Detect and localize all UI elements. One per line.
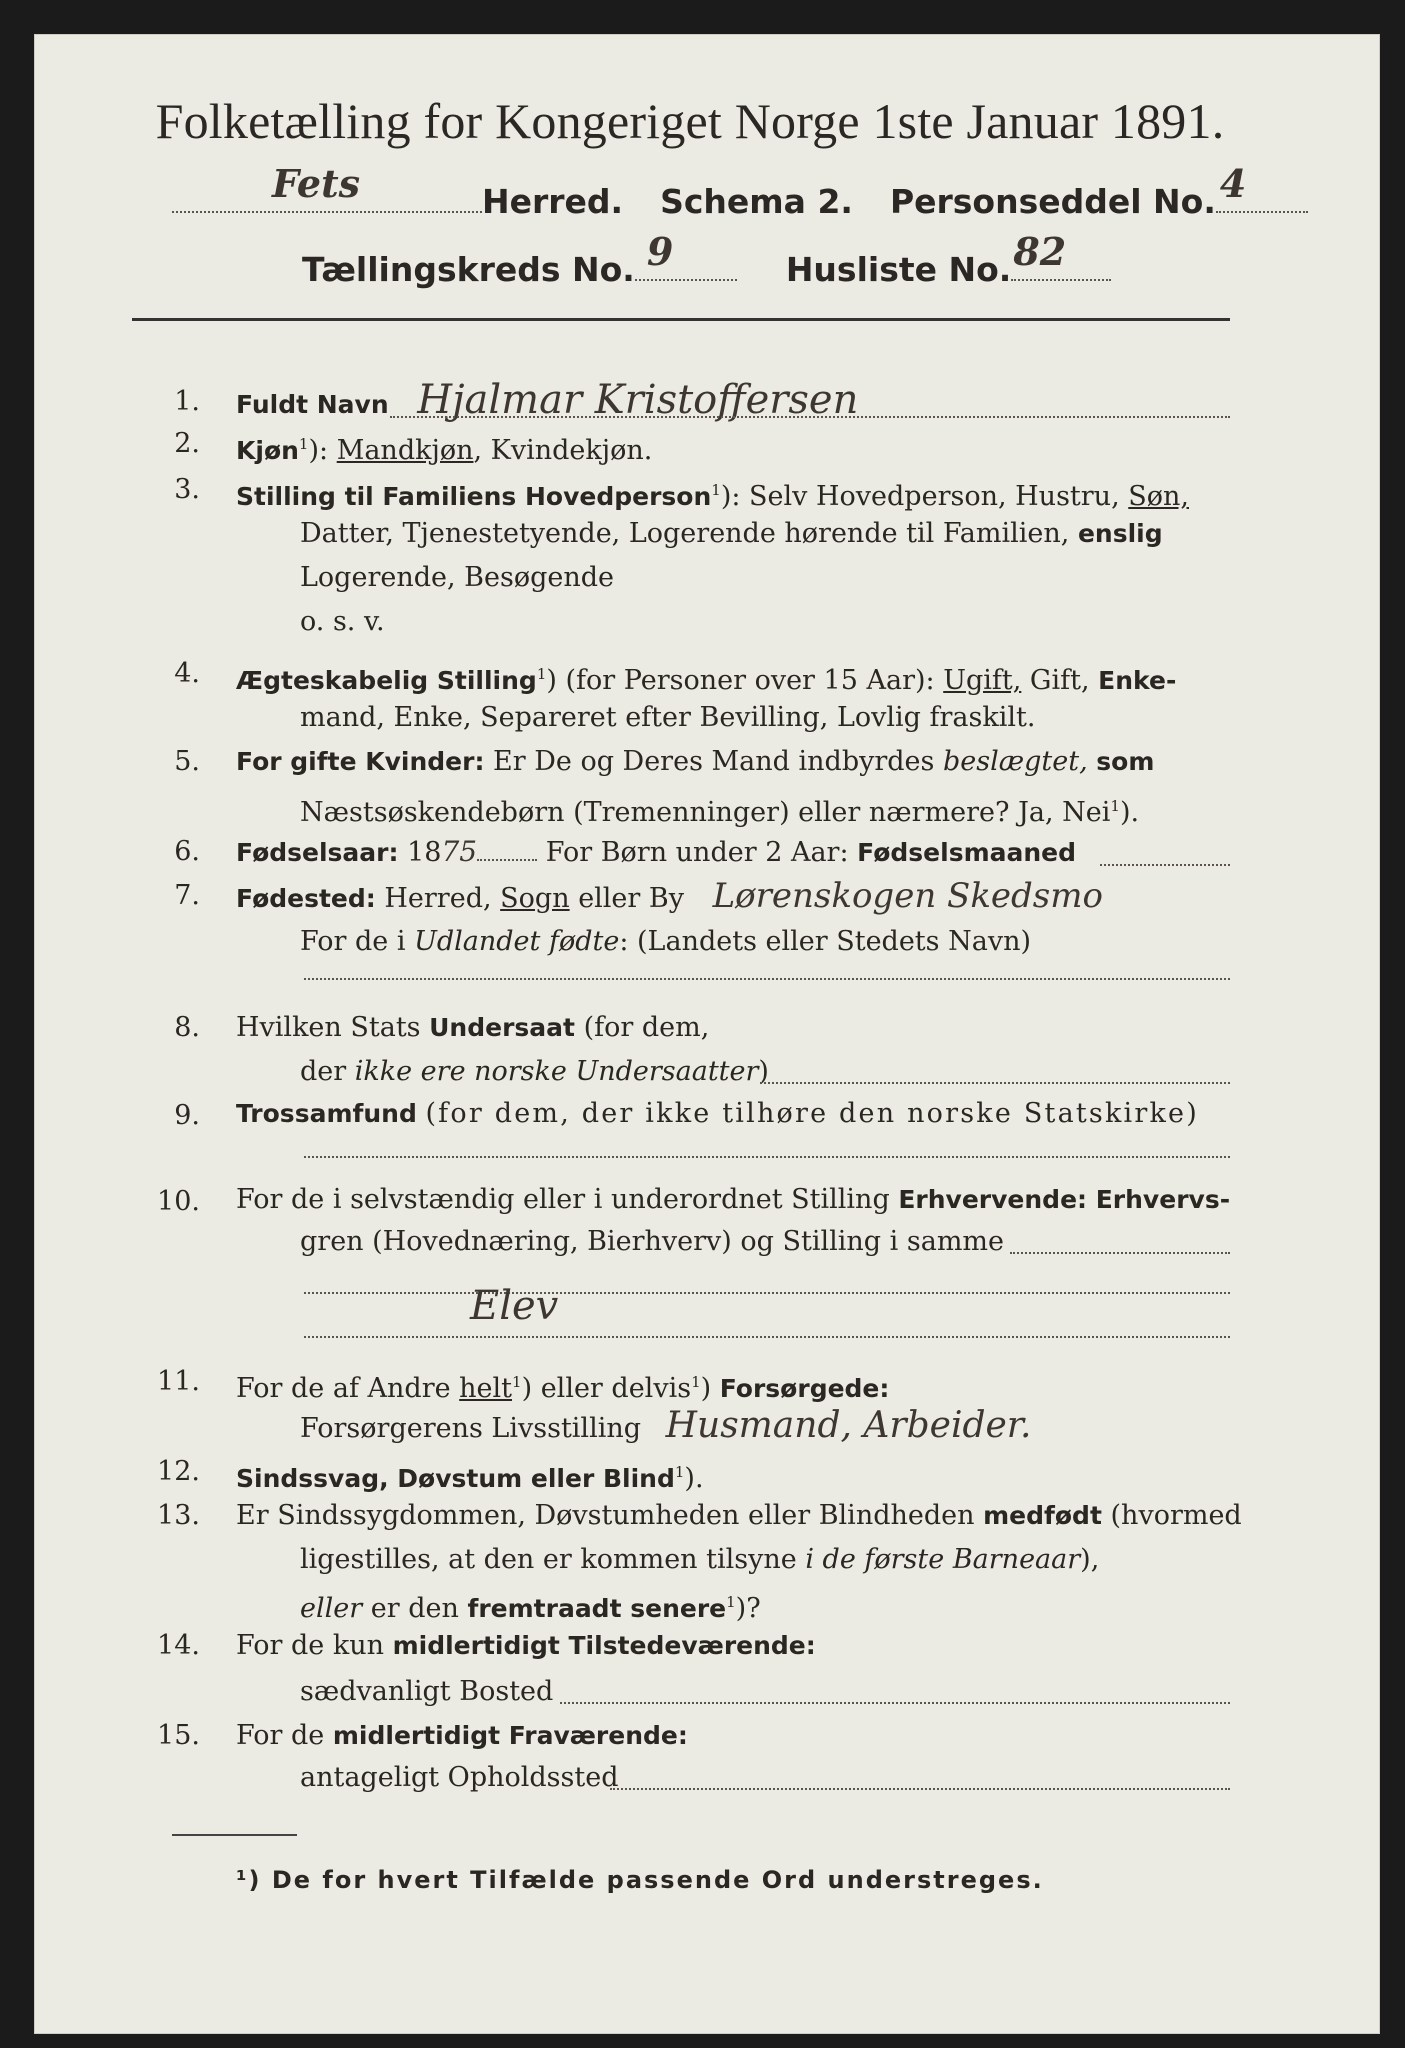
husliste-value: 82 <box>1013 229 1067 274</box>
item-6: Fødselsaar: 1875 For Børn under 2 Aar: Fødselsmaaned <box>236 835 1077 868</box>
item-3-label: Stilling til Familiens Hovedperson <box>236 482 712 511</box>
item-4-number: 4. <box>174 658 200 689</box>
item-12-number: 12. <box>157 1456 200 1487</box>
kreds-label: Tællingskreds No. <box>302 250 635 289</box>
item-8: Hvilken Stats Undersaat (for dem, <box>236 1012 710 1043</box>
item-5-number: 5. <box>174 746 200 777</box>
item-13: Er Sindssygdommen, Døvstumheden eller Blindheden medfødt (hvormed <box>236 1500 1242 1531</box>
item-5-label: For gifte Kvinder: <box>236 747 485 776</box>
item-4: Ægteskabelig Stilling$^1$) (for Personer over 15 Aar): Ugift, Gift, Enke- <box>236 665 1177 696</box>
item-6-label: Fødselsaar: <box>236 838 399 867</box>
herred-line <box>172 161 1308 221</box>
item-7-selected: Sogn <box>500 883 570 914</box>
item-8-label: Undersaat <box>429 1013 575 1042</box>
footnote: ¹) De for hvert Tilfælde passende Ord understreges. <box>236 1866 1044 1894</box>
item-11: For de af Andre helt$^1$) eller delvis$^1$) Forsørgede: <box>236 1373 890 1404</box>
item-2-label: Kjøn <box>236 436 299 465</box>
item-14: For de kun midlertidigt Tilstedeværende: <box>236 1630 816 1661</box>
kreds-line <box>302 229 1111 289</box>
item-2: Kjøn$^1$): Mandkjøn, Kvindekjøn. <box>236 435 653 466</box>
item-11-label: Forsørgede: <box>719 1374 890 1403</box>
item-8-number: 8. <box>174 1012 200 1043</box>
herred-label: Herred. <box>482 182 624 221</box>
item-1-number: 1. <box>174 386 200 417</box>
item-3-selected: Søn, <box>1128 481 1189 512</box>
item-15-number: 15. <box>157 1720 200 1751</box>
item-12: Sindssvag, Døvstum eller Blind$^1$). <box>236 1463 704 1494</box>
form-title: Folketælling for Kongeriget Norge 1ste Januar 1891. <box>155 93 1225 149</box>
item-12-label: Sindssvag, Døvstum eller Blind <box>236 1464 675 1493</box>
item-11-number: 11. <box>157 1366 200 1397</box>
item-13-number: 13. <box>157 1500 200 1531</box>
item-3: Stilling til Familiens Hovedperson$^1$): Selv Hovedperson, Hustru, Søn, <box>236 481 1189 512</box>
item-1-answer: Hjalmar Kristoffersen <box>417 377 859 423</box>
footnote-rule <box>172 1834 297 1836</box>
husliste-label: Husliste No. <box>785 250 1012 289</box>
item-9-number: 9. <box>174 1100 200 1131</box>
schema-label: Schema 2. <box>660 182 853 221</box>
item-4-selected: Ugift, <box>943 665 1022 696</box>
item-7-answer: Lørenskogen Skedsmo <box>712 876 1103 916</box>
item-6-answer: 75 <box>441 835 478 868</box>
item-14-number: 14. <box>157 1630 200 1661</box>
item-15-label: midlertidigt Fraværende: <box>332 1721 688 1750</box>
item-9: Trossamfund (for dem, der ikke tilhøre den norske Statskirke) <box>236 1098 1199 1129</box>
personseddel-value: 4 <box>1219 161 1247 206</box>
item-2-number: 2. <box>174 428 200 459</box>
item-10: For de i selvstændig eller i underordnet Stilling Erhvervende: Erhvervs- <box>236 1184 1231 1215</box>
item-15: For de midlertidigt Fraværende: <box>236 1720 688 1751</box>
item-11-selected: helt <box>459 1373 513 1404</box>
item-7-number: 7. <box>174 880 200 911</box>
item-10-number: 10. <box>157 1186 200 1217</box>
item-7-label: Fødested: <box>236 884 376 913</box>
item-3-number: 3. <box>174 474 200 505</box>
item-2-option-male: Mandkjøn <box>336 435 474 466</box>
item-2-option-female: Kvindekjøn. <box>490 435 653 466</box>
item-7: Fødested: Herred, Sogn eller By Lørenskogen Skedsmo <box>236 876 1103 916</box>
item-14-label: midlertidigt Tilstedeværende: <box>392 1631 816 1660</box>
item-13-label: medfødt <box>983 1501 1102 1530</box>
herred-value: Fets <box>272 161 361 206</box>
item-10-answer: Elev <box>470 1283 559 1329</box>
header-rule <box>132 318 1230 321</box>
personseddel-label: Personseddel No. <box>889 182 1216 221</box>
item-1-label: Fuldt Navn <box>236 390 389 419</box>
item-4-label: Ægteskabelig Stilling <box>236 666 537 695</box>
item-11-answer: Husmand, Arbeider. <box>665 1405 1032 1446</box>
item-10-label: Erhvervende: Erhvervs- <box>898 1185 1231 1214</box>
item-1 <box>236 377 859 425</box>
item-6-number: 6. <box>174 836 200 867</box>
item-5: For gifte Kvinder: Er De og Deres Mand indbyrdes beslægtet, som <box>236 746 1155 777</box>
item-9-label: Trossamfund <box>236 1099 417 1128</box>
kreds-value: 9 <box>646 229 674 274</box>
